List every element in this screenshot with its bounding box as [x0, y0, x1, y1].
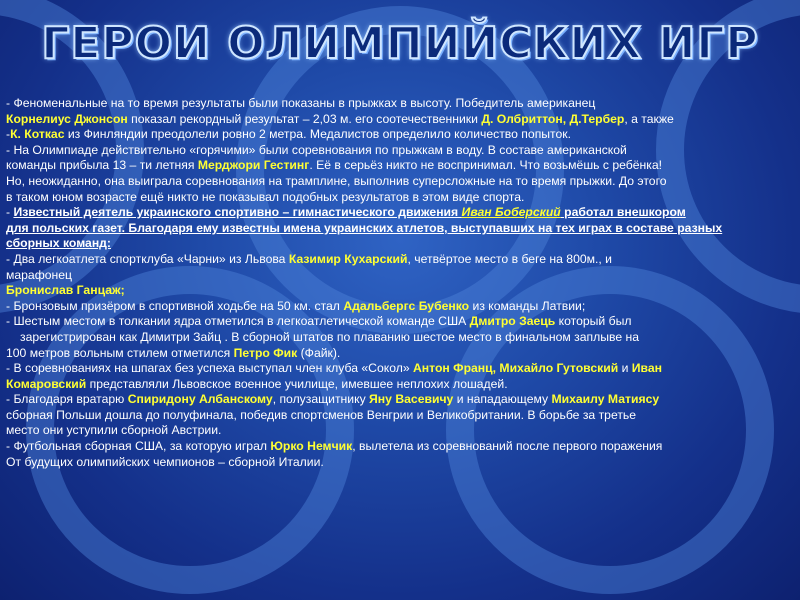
athlete-name: Д. Олбриттон, Д.Тербер: [481, 111, 625, 126]
text: работал внешкором: [560, 205, 686, 220]
athlete-name: Казимир Кухарский: [288, 251, 408, 266]
text: От будущих олимпийских чемпионов – сборной Италии.: [6, 454, 324, 469]
text: - Два легкоатлета спортклуба «Чарни» из Львова: [6, 251, 289, 266]
paragraph-1: [6, 96, 794, 127]
paragraph-3: [6, 143, 794, 205]
athlete-name: Иван Боберский: [461, 205, 561, 220]
athlete-name: Мерджори Гестинг: [197, 158, 310, 173]
text: , четвёртое место в беге на 800м., и: [407, 251, 612, 266]
text: марафонец: [6, 267, 73, 282]
paragraph-9: [6, 392, 794, 439]
paragraph-4: [6, 205, 794, 252]
text: , полузащитнику: [272, 392, 370, 407]
athlete-name: Яну Васевичу: [369, 392, 454, 407]
athlete-name: Иван: [631, 361, 663, 376]
text: -: [6, 205, 14, 220]
text: , а также: [624, 111, 674, 126]
athlete-name: К. Коткас: [10, 127, 65, 142]
text: (Файк).: [297, 345, 341, 360]
text: представляли Львовское военное училище, имевшее неплохих лошадей.: [86, 376, 508, 391]
text: - Благодаря вратарю: [6, 392, 128, 407]
text: команды прибыла 13 – ти летняя: [6, 158, 198, 173]
athlete-name: Корнелиус Джонсон: [6, 111, 128, 126]
athlete-name: Антон Франц, Михайло Гутовский: [413, 361, 619, 376]
text: 100 метров вольным стилем отметился: [6, 345, 234, 360]
text: - В соревнованиях на шпагах без успеха выступал член клуба «Сокол»: [6, 361, 413, 376]
paragraph-2: [6, 127, 794, 143]
text: - Бронзовым призёром в спортивной ходьбе на 50 км. стал: [6, 298, 344, 313]
athlete-name: Спиридону Албанскому: [127, 392, 273, 407]
athlete-name: Дмитро Заець: [469, 314, 556, 329]
paragraph-10: [6, 439, 794, 470]
athlete-name: Адальбергс Бубенко: [343, 298, 470, 313]
text: в таком юном возрасте ещё никто не показывал подобных результатов в этом виде спорта.: [6, 189, 525, 204]
text: - Шестым местом в толкании ядра отметился в легкоатлетической команде США: [6, 314, 470, 329]
text: для польских газет. Благодаря ему известны имена украинских атлетов, выступавших на тех играх в составе разных: [6, 220, 723, 235]
text: сборных команд:: [6, 236, 111, 251]
paragraph-6: [6, 299, 794, 315]
athlete-name: Михаилу Матиясу: [551, 392, 660, 407]
text: сборная Польши дошла до полуфинала, победив спортсменов Венгрии и Великобритании. В борьбе за третье: [6, 407, 637, 422]
page-title: ГЕРОИ ОЛИМПИЙСКИХ ИГР: [41, 18, 759, 69]
paragraph-7: [6, 314, 794, 361]
text: , вылетела из соревнований после первого поражения: [352, 439, 663, 454]
text: показал рекордный результат – 2,03 м. его соотечественники: [127, 111, 482, 126]
athlete-name: Юрко Немчик: [270, 439, 353, 454]
text: из Финляндии преодолели ровно 2 метра. Медалистов определило количество попыток.: [64, 127, 571, 142]
text: из команды Латвии;: [469, 298, 586, 313]
text: место они уступили сборной Австрии.: [6, 423, 222, 438]
paragraph-8: [6, 361, 794, 392]
athlete-name: Комаровский: [6, 376, 87, 391]
text: Известный деятель украинского спортивно – гимнастического движения: [13, 205, 462, 220]
text: который был: [555, 314, 632, 329]
text: и: [618, 361, 632, 376]
text: зарегистрирован как Димитри Зайц . В сборной штатов по плаванию шестое место в финальном заплыве на: [20, 329, 639, 344]
text: и нападающему: [453, 392, 552, 407]
text: - На Олимпиаде действительно «горячими» были соревнования по прыжкам в воду. В составе американской: [6, 142, 627, 157]
paragraph-5: [6, 252, 794, 299]
athlete-name: Петро Фик: [233, 345, 298, 360]
text: . Её в серьёз никто не воспринимал. Что возьмёшь с ребёнка!: [309, 158, 662, 173]
text: Но, неожиданно, она выиграла соревнования на трамплине, выполнив суперсложные на то время прыжки. До этого: [6, 173, 667, 188]
text: - Футбольная сборная США, за которую играл: [6, 439, 271, 454]
text-body: [6, 96, 794, 470]
athlete-name: Бронислав Ганцаж;: [6, 283, 125, 298]
text: -: [6, 127, 11, 142]
text: - Феноменальные на то время результаты были показаны в прыжках в высоту. Победитель американец: [6, 96, 596, 110]
